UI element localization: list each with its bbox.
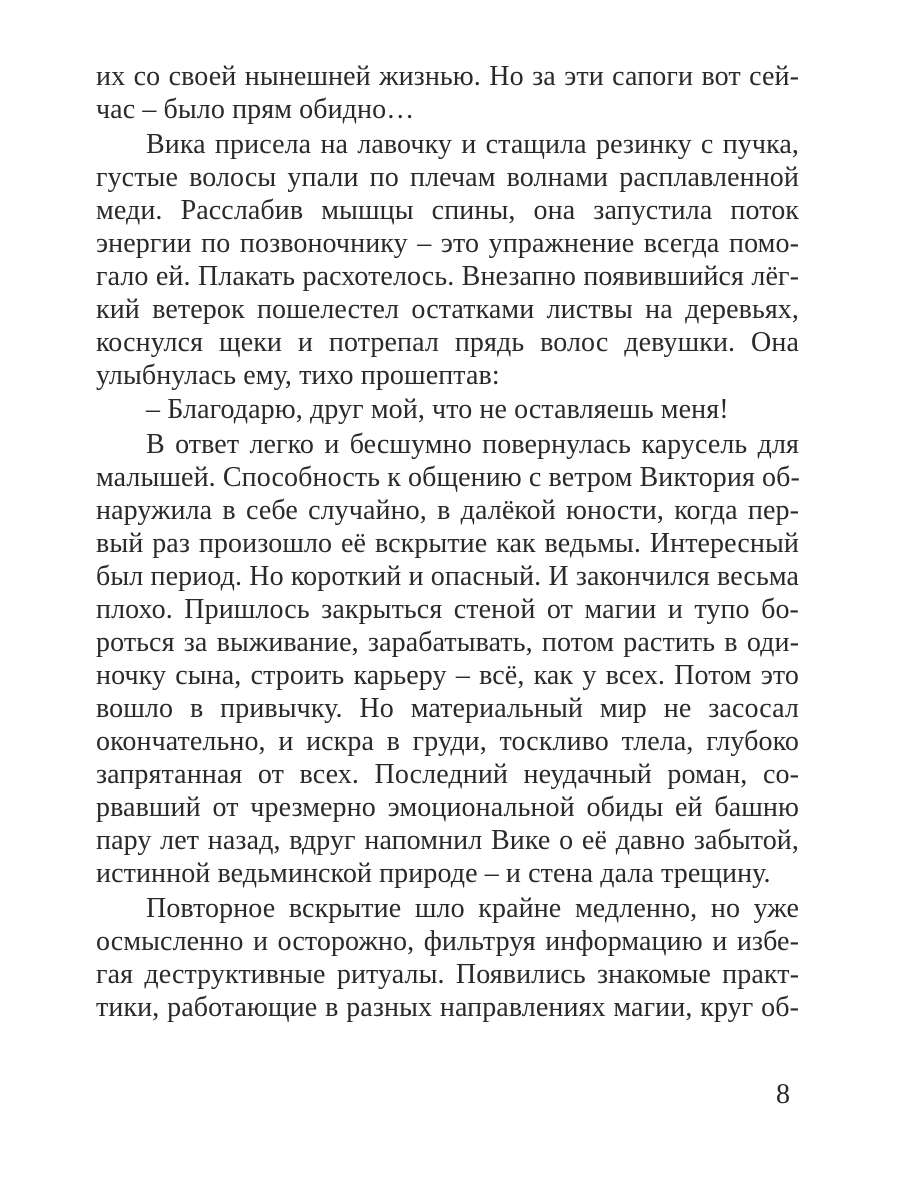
text-line: плохо. Пришлось закрыться стеной от магии и тупо бо- <box>96 594 799 625</box>
text-line: гая деструктивные ритуалы. Появились знакомые практ- <box>96 959 799 990</box>
paragraph-start-line: Повторное вскрытие шло крайне медленно, но уже <box>146 893 799 924</box>
text-line: рвавший от чрезмерно эмоциональной обиды ей башню <box>96 792 799 823</box>
text-line: роться за выживание, зарабатывать, потом растить в оди- <box>96 627 799 658</box>
text-line: ночку сына, строить карьеру – всё, как у всех. Потом это <box>96 660 799 691</box>
text-line: запрятанная от всех. Последний неудачный роман, со- <box>96 759 799 790</box>
text-line: вый раз произошло её вскрытие как ведьмы. Интересный <box>96 528 799 559</box>
text-line: густые волосы упали по плечам волнами расплавленной <box>96 162 799 193</box>
text-line: коснулся щеки и потрепал прядь волос девушки. Она <box>96 327 799 358</box>
text-line: был период. Но короткий и опасный. И закончился весьма <box>96 561 799 592</box>
text-line: истинной ведьминской природе – и стена дала трещину. <box>96 858 771 889</box>
text-line: меди. Расслабив мышцы спины, она запустила поток <box>96 195 799 226</box>
paragraph-start-line: Вика присела на лавочку и стащила резинку с пучка, <box>146 129 799 160</box>
text-line: их со своей нынешней жизнью. Но за эти сапоги вот сей- <box>96 61 799 92</box>
text-line: кий ветерок пошелестел остатками листвы на деревьях, <box>96 294 799 325</box>
text-line: осмысленно и осторожно, фильтруя информацию и избе- <box>96 926 799 957</box>
text-line: вошло в привычку. Но материальный мир не засосал <box>96 693 799 724</box>
text-line: гало ей. Плакать расхотелось. Внезапно появившийся лёг- <box>96 261 799 292</box>
dialogue-line: – Благодарю, друг мой, что не оставляешь меня! <box>146 394 729 425</box>
text-line: тики, работающие в разных направлениях магии, круг об- <box>96 992 799 1023</box>
text-line: улыбнулась ему, тихо прошептав: <box>96 360 500 391</box>
text-line: пару лет назад, вдруг напомнил Вике о её давно забытой, <box>96 825 799 856</box>
text-line: энергии по позвоночнику – это упражнение всегда помо- <box>96 228 799 259</box>
page-number: 8 <box>776 1079 790 1110</box>
text-line: малышей. Способность к общению с ветром Виктория об- <box>96 462 800 493</box>
text-line: наружила в себе случайно, в далёкой юности, когда пер- <box>96 495 799 526</box>
text-line: час – было прям обидно… <box>96 94 415 125</box>
text-line: окончательно, и искра в груди, тоскливо тлела, глубоко <box>96 726 799 757</box>
paragraph-start-line: В ответ легко и бесшумно повернулась карусель для <box>146 429 799 460</box>
